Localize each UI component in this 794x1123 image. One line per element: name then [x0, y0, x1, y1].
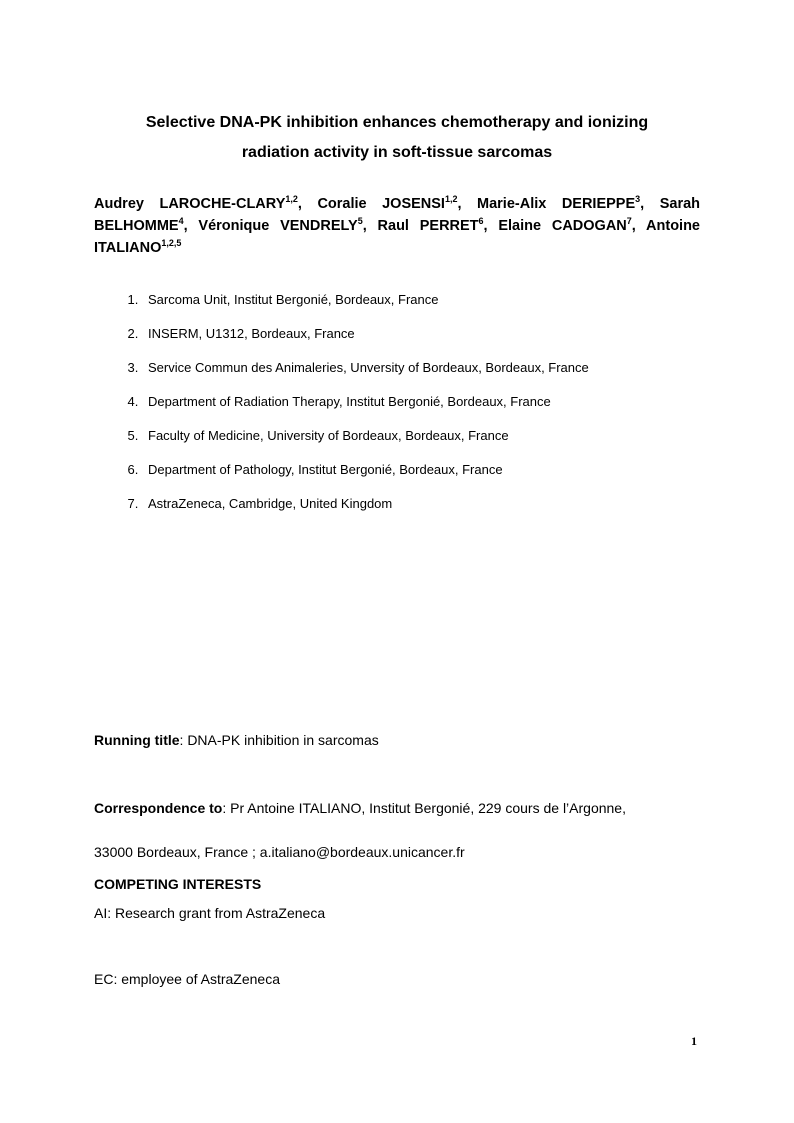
- running-title-text: : DNA-PK inhibition in sarcomas: [179, 732, 379, 748]
- running-title: [94, 730, 700, 750]
- paper-title-line-2: radiation activity in soft-tissue sarcomas: [241, 144, 553, 161]
- author-name: Marie-Alix DERIEPPE$^3$: [477, 193, 641, 212]
- running-title-label: Running title: [94, 732, 180, 748]
- correspondence-text: : Pr Antoine ITALIANO, Institut Bergonié, 229 cours de l’Argonne,: [222, 800, 626, 816]
- affiliation-item: 1. Sarcoma Unit, Institut Bergonié, Bordeaux, France: [142, 290, 700, 310]
- affiliation-item: 2. INSERM, U1312, Bordeaux, France: [142, 324, 700, 344]
- author-name: Elaine CADOGAN$^7$: [498, 215, 632, 234]
- author-name: Audrey LAROCHE-CLARY$^{1,2}$: [94, 193, 298, 212]
- author-affiliation-superscript: 5: [357, 215, 363, 226]
- author-list: Audrey LAROCHE-CLARY$^{1,2}$, Coralie JOSENSI$^{1,2}$, Marie-Alix DERIEPPE$^3$, Sarah BELHOMME$^4$, Véronique VENDRELY$^5$, Raul PERRET$^6$, Elaine CADOGAN$^7$, Antoine ITALIANO$^{1,2,5}$: [94, 193, 701, 256]
- page-number: 1: [691, 1034, 697, 1048]
- affiliation-item: 6. Department of Pathology, Institut Bergonié, Bordeaux, France: [142, 460, 700, 480]
- paper-title-line-1: Selective DNA-PK inhibition enhances chemotherapy and ionizing: [145, 114, 649, 131]
- affiliation-list: [94, 290, 700, 514]
- correspondence-label: Correspondence to: [94, 800, 223, 816]
- author-affiliation-superscript: 1,2: [444, 193, 458, 204]
- correspondence-address: 33000 Bordeaux, France ;: [94, 844, 260, 860]
- competing-interest-item-ai: AI: Research grant from AstraZeneca: [94, 905, 326, 921]
- affiliation-item: 5. Faculty of Medicine, University of Bordeaux, Bordeaux, France: [142, 426, 700, 446]
- author-name: Raul PERRET$^6$: [377, 215, 484, 234]
- author-affiliation-superscript: 1,2: [285, 193, 298, 204]
- affiliation-item: 7. AstraZeneca, Cambridge, United Kingdom: [142, 494, 700, 514]
- correspondence-email: a.italiano@bordeaux.unicancer.fr: [259, 844, 465, 860]
- affiliation-item: 4. Department of Radiation Therapy, Institut Bergonié, Bordeaux, France: [142, 392, 700, 412]
- author-affiliation-superscript: 1,2,5: [161, 237, 182, 248]
- author-name: Antoine ITALIANO$^{1,2,5}$: [94, 217, 700, 256]
- author-affiliation-superscript: 4: [178, 215, 184, 226]
- paper-title: [94, 108, 700, 168]
- correspondence-line2: [94, 842, 700, 862]
- affiliation-item: 3. Service Commun des Animaleries, Unversity of Bordeaux, Bordeaux, France: [142, 358, 700, 378]
- competing-interests-heading: COMPETING INTERESTS: [94, 876, 262, 892]
- correspondence-line1: [94, 798, 700, 818]
- author-name: Sarah BELHOMME$^4$: [94, 195, 701, 234]
- author-name: Véronique VENDRELY$^5$: [198, 215, 363, 234]
- affiliations-section: [94, 290, 700, 528]
- author-affiliation-superscript: 7: [626, 215, 632, 226]
- competing-interest-item-ec: EC: employee of AstraZeneca: [94, 971, 280, 987]
- author-name: Coralie JOSENSI$^{1,2}$: [317, 193, 458, 212]
- author-affiliation-superscript: 6: [478, 215, 484, 226]
- author-affiliation-superscript: 3: [635, 193, 641, 204]
